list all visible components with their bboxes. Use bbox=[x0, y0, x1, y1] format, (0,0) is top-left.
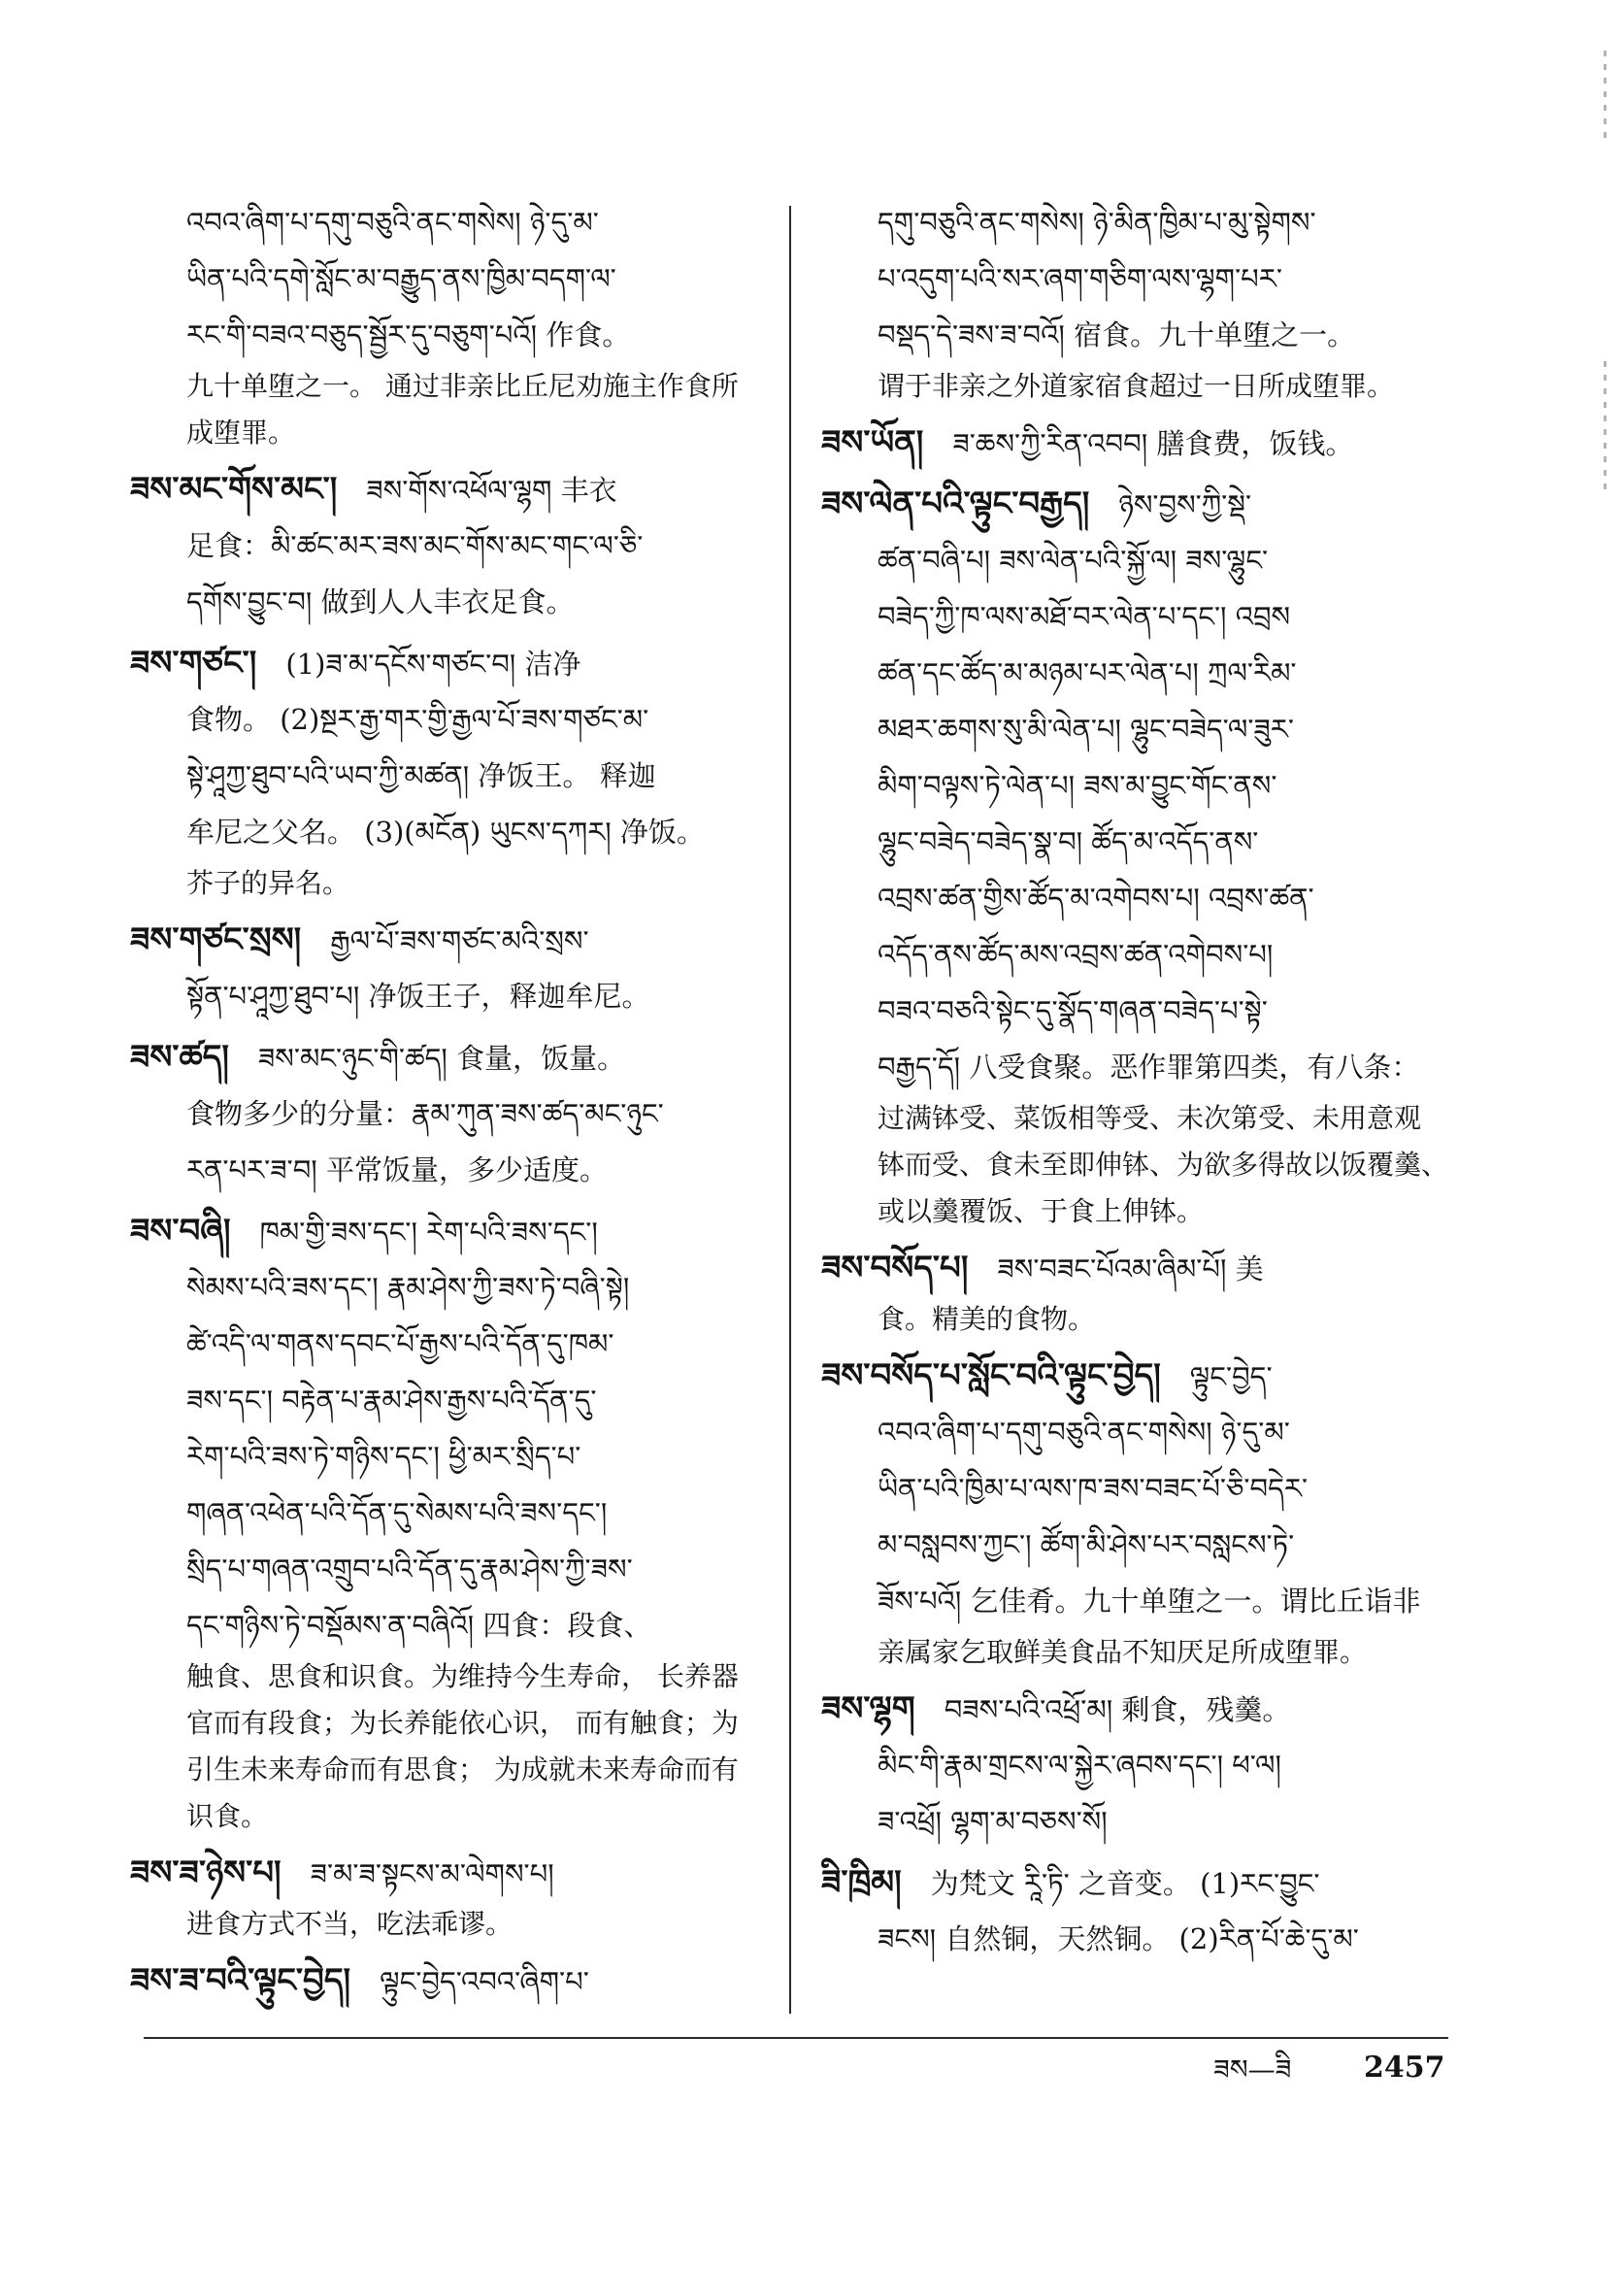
definition-line: སྟེ་ཤཱཀྱ་ཐུབ་པའི་ཡབ་ཀྱི་མཚན། 净饭王。 释迦 bbox=[186, 759, 656, 792]
definition-text: ཟ་མ་ཟ་སྟངས་མ་ལེགས་པ། bbox=[310, 1857, 554, 1890]
headword: ཟས་བཞི། bbox=[130, 1212, 231, 1251]
definition-line: 食物。 (2)སྔར་རྒྱ་གར་གྱི་རྒྱལ་པོ་ཟས་གཙང་མ་ bbox=[186, 703, 649, 736]
column-divider bbox=[789, 206, 791, 2014]
definition-line: བརྒྱད་དོ། 八受食聚。恶作罪第四类，有八条： bbox=[878, 1051, 1420, 1084]
definition-line: རན་པར་ཟ་བ། 平常饭量，多少适度。 bbox=[186, 1153, 608, 1186]
definition-line: མཐར་ཆགས་སུ་མི་ལེན་པ། ལྷུང་བཟེད་ལ་ཟུར་ bbox=[878, 713, 1294, 746]
definition-line: 亲属家乞取鲜美食品不知厌足所成堕罪。 bbox=[878, 1636, 1368, 1668]
definition-line: འབྲས་ཚན་གྱིས་ཚོད་མ་འགེབས་པ། འབྲས་ཚན་ bbox=[878, 882, 1314, 915]
definition-line: 牟尼之父名。 (3)(མངོན) ཡུངས་དཀར། 净饭。 bbox=[186, 816, 705, 849]
dictionary-entry bbox=[821, 1681, 1455, 1850]
dictionary-entry-continued bbox=[821, 194, 1455, 410]
dictionary-entry-continued bbox=[130, 194, 764, 456]
definition-line: ཡིན་པའི་དགེ་སློང་མ་བརྒྱུད་ནས་ཁྱིམ་བདག་ལ་ bbox=[186, 262, 616, 295]
entry-first-line bbox=[821, 1854, 1320, 1911]
headword: ཟས་མང་གོས་མང་། bbox=[130, 470, 338, 509]
definition-line: ཟ་འཕྲོ། ལྷག་མ་བཅས་སོ། bbox=[878, 1805, 1108, 1838]
definition-line: འབའ་ཞིག་པ་དགུ་བཅུའི་ནང་གསེས། ཉེ་དུ་མ་ bbox=[186, 206, 599, 239]
definition-line: པ་འདུག་པའི་སར་ཞག་གཅིག་ལས་ལྷག་པར་ bbox=[878, 262, 1282, 295]
headword: ཟས་ཚད། bbox=[130, 1038, 229, 1077]
headword: ཟི་ཁྲིམ། bbox=[821, 1863, 902, 1902]
dictionary-entry bbox=[130, 1029, 764, 1198]
definition-line: རེག་པའི་ཟས་ཏེ་གཉིས་དང་། ཕྱི་མར་སྲིད་པ་ bbox=[186, 1440, 581, 1473]
definition-line: སེམས་པའི་ཟས་དང་། རྣམ་ཤེས་ཀྱི་ཟས་ཏེ་བཞི་སྟེ། bbox=[186, 1271, 630, 1304]
definition-line: 足食：མི་ཚང་མར་ཟས་མང་གོས་མང་གང་ལ་ཅི་ bbox=[186, 529, 644, 562]
entry-first-line bbox=[821, 1240, 1264, 1296]
dictionary-entry bbox=[821, 1854, 1455, 1967]
definition-line: 食物多少的分量：རྣམ་ཀུན་ཟས་ཚད་མང་ཉུང་ bbox=[186, 1097, 664, 1130]
headword: ཟས་ལེན་པའི་ལྟུང་བརྒྱད། bbox=[821, 484, 1090, 523]
definition-line: གཞན་འཕེན་པའི་དོན་དུ་སེམས་པའི་ཟས་དང་། bbox=[186, 1496, 608, 1529]
definition-line: 九十单堕之一。 通过非亲比丘尼劝施主作食所 bbox=[186, 370, 739, 402]
definition-line: 进食方式不当，吃法乖谬。 bbox=[186, 1908, 514, 1940]
dictionary-entry bbox=[130, 912, 764, 1024]
definition-line: 成堕罪。 bbox=[186, 417, 296, 449]
dictionary-entry bbox=[821, 476, 1455, 1235]
entry-first-line bbox=[130, 1845, 554, 1901]
definition-line: དང་གཉིས་ཏེ་བསྡོམས་ན་བཞིའོ། 四食：段食、 bbox=[186, 1609, 652, 1642]
definition-line: དགོས་བྱུང་བ། 做到人人丰衣足食。 bbox=[186, 585, 575, 618]
definition-line: མིག་བལྟས་ཏེ་ལེན་པ། ཟས་མ་བྱུང་གོང་ནས་ bbox=[878, 769, 1277, 802]
definition-line: སྲིད་པ་གཞན་འགྲུབ་པའི་དོན་དུ་རྣམ་ཤེས་ཀྱི་ཟས་ bbox=[186, 1552, 633, 1586]
headword: ཟས་གཙང་། bbox=[130, 644, 257, 683]
left-column bbox=[130, 194, 764, 2009]
page-number: 2457 bbox=[1364, 2051, 1445, 2085]
entry-first-line bbox=[130, 1203, 598, 1259]
definition-text: ཁམ་གྱི་ཟས་དང་། རེག་པའི་ཟས་དང་། bbox=[259, 1216, 598, 1249]
definition-line: མ་བསླབས་ཀྱང་། ཚོག་མི་ཤེས་པར་བསླངས་ཏེ་ bbox=[878, 1528, 1295, 1561]
definition-line: ཚན་དང་ཚོད་མ་མཉམ་པར་ལེན་པ། ཀྲལ་རིམ་ bbox=[878, 656, 1297, 689]
entry-first-line bbox=[130, 1953, 589, 2009]
dictionary-entry bbox=[130, 1203, 764, 1840]
definition-line: ཟངས། 自然铜，天然铜。 (2)རིན་པོ་ཆེ་དུ་མ་ bbox=[878, 1922, 1359, 1955]
running-head-guide-words: ཟས—ཟི bbox=[1213, 2053, 1292, 2086]
definition-line: བསྡད་དེ་ཟས་ཟ་བའོ། 宿食。九十单堕之一。 bbox=[878, 318, 1356, 351]
definition-text: ཟ་ཆས་ཀྱི་རིན་འབབ། 膳食费，饭钱。 bbox=[952, 427, 1354, 460]
definition-line: 食。精美的食物。 bbox=[878, 1303, 1096, 1335]
entry-first-line bbox=[130, 912, 589, 968]
headword: ཟས་གཙང་སྲས། bbox=[130, 920, 302, 959]
definition-line: 过满钵受、菜饭相等受、未次第受、未用意观 bbox=[878, 1102, 1422, 1134]
dictionary-entry bbox=[130, 461, 764, 630]
definition-line: 触食、思食和识食。为维持今生寿命， 长养器 bbox=[186, 1660, 739, 1692]
definition-line: དགུ་བཅུའི་ནང་གསེས། ཉེ་མིན་ཁྱིམ་པ་མུ་སྟེགས་ bbox=[878, 206, 1316, 239]
definition-line: ཚེ་འདི་ལ་གནས་དབང་པོ་རྒྱས་པའི་དོན་དུ་ཁམ་ bbox=[186, 1327, 614, 1360]
dictionary-entry bbox=[821, 1240, 1455, 1343]
dictionary-entry bbox=[130, 1953, 764, 2009]
definition-text: ལྟུང་བྱེད་འབའ་ཞིག་པ་ bbox=[380, 1965, 589, 1998]
definition-text: (1)ཟ་མ་དངོས་གཙང་བ། 洁净 bbox=[285, 648, 581, 681]
definition-line: ཟས་དང་། བརྟེན་པ་རྣམ་ཤེས་རྒྱས་པའི་དོན་དུ་ bbox=[186, 1384, 597, 1417]
definition-line: བཟེད་ཀྱི་ཁ་ལས་མཐོ་བར་ལེན་པ་དང་། འབྲས bbox=[878, 600, 1291, 633]
definition-line: འདོད་ནས་ཚོད་མས་འབྲས་ཚན་འགེབས་པ། bbox=[878, 938, 1274, 971]
entry-first-line bbox=[821, 415, 1353, 471]
footer-rule bbox=[144, 2037, 1448, 2039]
entry-first-line bbox=[130, 461, 617, 517]
dictionary-entry bbox=[130, 635, 764, 907]
definition-line: 谓于非亲之外道家宿食超过一日所成堕罪。 bbox=[878, 370, 1395, 402]
definition-text: བཟས་པའི་འཕྲོ་མ། 剩食，残羹。 bbox=[944, 1693, 1291, 1726]
dictionary-entry bbox=[821, 415, 1455, 471]
entry-first-line bbox=[130, 1029, 625, 1085]
scan-mark bbox=[1604, 50, 1607, 144]
definition-line: ཚན་བཞི་པ། ཟས་ལེན་པའི་སྐྱོ་ལ། ཟས་ལྷུང་ bbox=[878, 544, 1269, 577]
definition-line: ལྷུང་བཟེད་བཟེད་སྣ་བ། ཚོད་མ་འདོད་ནས་ bbox=[878, 825, 1259, 858]
definition-line: བཟའ་བཅའི་སྟེང་དུ་སྣོད་གཞན་བཟེད་པ་སྟེ་ bbox=[878, 994, 1268, 1027]
headword: ཟས་བསོད་པ། bbox=[821, 1249, 969, 1287]
definition-line: 引生未来寿命而有思食； 为成就未来寿命而有 bbox=[186, 1753, 739, 1786]
headword: ཟས་ལྷག bbox=[821, 1689, 915, 1728]
definition-text: ལྟུང་བྱེད་ bbox=[1189, 1360, 1273, 1393]
headword: ཟས་ཡོན། bbox=[821, 423, 924, 462]
headword: ཟས་ཟ་བའི་ལྟུང་བྱེད། bbox=[130, 1961, 351, 2000]
definition-line: 钵而受、食未至即伸钵、为欲多得故以饭覆羹、 bbox=[878, 1149, 1449, 1181]
entry-first-line bbox=[821, 476, 1251, 532]
definition-line: མིང་གི་རྣམ་གྲངས་ལ་སྐྱེར་ཞབས་དང་། ཕ་ལ། bbox=[878, 1749, 1281, 1782]
definition-line: 或以羹覆饭、于食上伸钵。 bbox=[878, 1195, 1205, 1227]
definition-line: 识食。 bbox=[186, 1800, 269, 1832]
definition-line: ཟོས་པའོ། 乞佳肴。九十单堕之一。谓比丘诣非 bbox=[878, 1585, 1421, 1618]
headword: ཟས་ཟ་ཉེས་པ། bbox=[130, 1853, 282, 1892]
definition-text: རྒྱལ་པོ་ཟས་གཙང་མའི་སྲས་ bbox=[330, 924, 589, 957]
definition-text: ཉེས་བྱས་ཀྱི་སྡེ་ bbox=[1118, 488, 1252, 521]
definition-text: ཟས་གོས་འཕོལ་ལྷག 丰衣 bbox=[366, 474, 617, 507]
headword: ཟས་བསོད་པ་སློང་བའི་ལྟུང་བྱེད། bbox=[821, 1356, 1161, 1395]
definition-line: 芥子的异名。 bbox=[186, 867, 350, 899]
entry-first-line bbox=[821, 1348, 1273, 1404]
entry-first-line bbox=[821, 1681, 1290, 1737]
right-column bbox=[821, 194, 1455, 1967]
dictionary-entry bbox=[130, 1845, 764, 1948]
definition-line: ཡིན་པའི་ཁྱིམ་པ་ལས་ཁ་ཟས་བཟང་པོ་ཅི་བདེར་ bbox=[878, 1472, 1309, 1505]
entry-first-line bbox=[130, 635, 580, 691]
definition-text: ཟས་བཟང་པོའམ་ཞིམ་པོ། 美 bbox=[997, 1252, 1264, 1285]
scan-mark bbox=[1604, 361, 1607, 497]
definition-line: འབའ་ཞིག་པ་དགུ་བཅུའི་ནང་གསེས། ཉེ་དུ་མ་ bbox=[878, 1416, 1290, 1449]
dictionary-entry bbox=[821, 1348, 1455, 1676]
definition-text: ཟས་མང་ཉུང་གི་ཚད། 食量，饭量。 bbox=[257, 1042, 626, 1075]
definition-text: 为梵文 རཱི་ཏི་ 之音变。 (1)རང་བྱུང་ bbox=[930, 1867, 1320, 1900]
definition-line: རང་གི་བཟའ་བཅུད་སྦྱོར་དུ་བཅུག་པའོ། 作食。 bbox=[186, 318, 631, 351]
definition-line: སྟོན་པ་ཤཱཀྱ་ཐུབ་པ། 净饭王子，释迦牟尼。 bbox=[186, 980, 650, 1013]
definition-line: 官而有段食；为长养能依心识， 而有触食；为 bbox=[186, 1707, 739, 1739]
